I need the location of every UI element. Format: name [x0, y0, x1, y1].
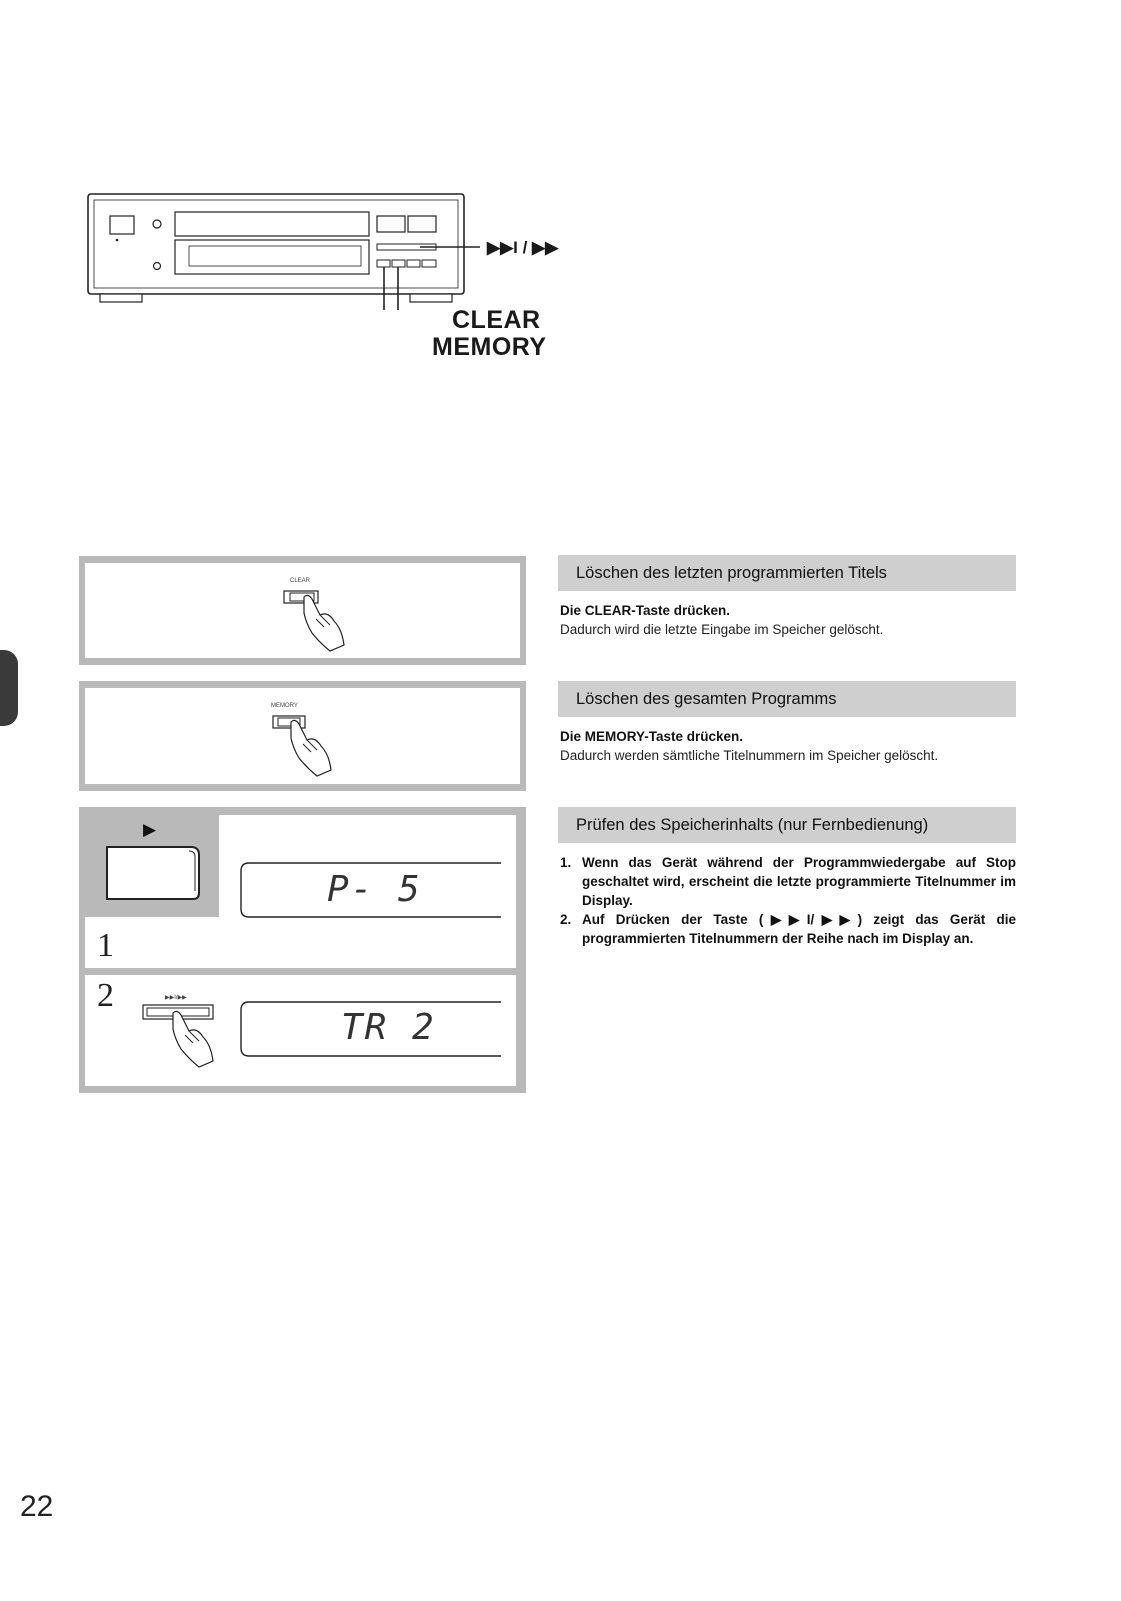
step-2-number: 2	[97, 977, 114, 1014]
section-clear-all-text: Dadurch werden sämtliche Titelnummern im Speicher gelöscht.	[560, 748, 939, 763]
memory-callout: MEMORY	[432, 333, 547, 361]
step-number: 1.	[560, 855, 572, 870]
clear-button-label: CLEAR	[290, 578, 311, 584]
play-button-icon	[103, 843, 203, 903]
clear-callout: CLEAR	[452, 306, 541, 334]
step-number: 2.	[560, 912, 572, 927]
section-clear-last-instruction: Die CLEAR-Taste drücken.	[560, 603, 731, 618]
step-1-number: 1	[97, 927, 114, 964]
section-clear-last-title: Löschen des letzten programmierten Titels	[558, 555, 1016, 591]
page-number: 22	[20, 1490, 54, 1523]
step-text: Auf Drücken der Taste (▶▶I/▶▶) zeigt das Gerät die programmierten Titelnummern der Reihe nach im Display an.	[582, 912, 1016, 946]
skip-callout: ▶▶I / ▶▶	[487, 238, 559, 257]
memory-button-label: MEMORY	[271, 703, 298, 709]
chapter-tab	[0, 650, 18, 726]
section-clear-all-instruction: Die MEMORY-Taste drücken.	[560, 729, 744, 744]
clear-illustration-panel	[79, 556, 526, 665]
hand-pressing-clear-icon	[280, 585, 360, 655]
display-1-text: P- 5	[327, 869, 422, 910]
step-text: Wenn das Gerät während der Programmwiedergabe auf Stop geschaltet wird, erscheint die letzte programmierte Titelnummer im Display.	[582, 855, 1016, 908]
check-memory-steps	[560, 853, 1016, 948]
list-item	[560, 910, 1016, 948]
section-check-memory-title: Prüfen des Speicherinhalts (nur Fernbedienung)	[558, 807, 1016, 843]
skip-button-label: ▶▶I/▶▶	[165, 995, 187, 1001]
hand-pressing-memory-icon	[269, 710, 349, 780]
list-item	[560, 853, 1016, 910]
memory-illustration-panel	[79, 681, 526, 791]
display-2-text: TR 2	[341, 1007, 436, 1048]
play-symbol: ▶	[143, 820, 157, 839]
memory-check-illustration-panel	[79, 807, 526, 1093]
hand-pressing-skip-icon	[139, 1003, 249, 1075]
section-clear-all-title: Löschen des gesamten Programms	[558, 681, 1016, 717]
section-clear-last-text: Dadurch wird die letzte Eingabe im Speicher gelöscht.	[560, 622, 884, 637]
